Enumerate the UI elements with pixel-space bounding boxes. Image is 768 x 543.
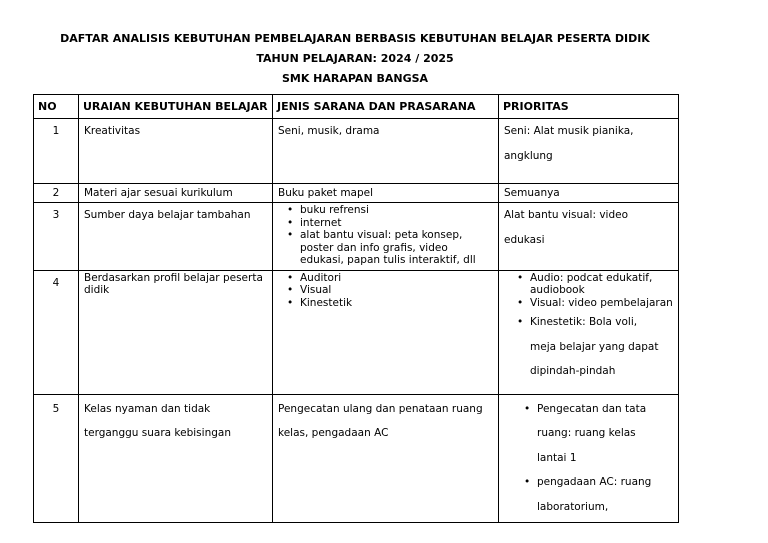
- priority-cell: [499, 270, 679, 394]
- col-header-priority: PRIORITAS: [499, 95, 679, 119]
- table-row: [34, 270, 679, 394]
- school-name: SMK HARAPAN BANGSA: [281, 72, 429, 85]
- priority-line: Seni: Alat musik pianika,: [504, 125, 634, 137]
- needs-analysis-table: [33, 94, 679, 523]
- priority-line: dipindah-pindah: [530, 365, 616, 377]
- facility-list: [278, 272, 493, 310]
- priority-line: meja belajar yang dapat: [530, 340, 659, 353]
- list-item: [530, 310, 673, 384]
- col-header-facility: JENIS SARANA DAN PRASARANA: [273, 95, 499, 119]
- table-row: [34, 203, 679, 271]
- list-item: [537, 470, 673, 519]
- facility-line: kelas, pengadaan AC: [278, 427, 389, 439]
- list-item: • internet: [300, 217, 493, 230]
- table-header-row: [34, 95, 679, 119]
- priority-line: laboratorium,: [537, 500, 609, 513]
- facility-cell: Seni, musik, drama: [273, 119, 499, 184]
- table-row: [34, 184, 679, 203]
- need-cell: Berdasarkan profil belajar peserta didik: [79, 270, 273, 394]
- col-header-no: NO: [34, 95, 79, 119]
- need-cell: Kreativitas: [79, 119, 273, 184]
- priority-cell: [499, 394, 679, 523]
- need-cell: Sumber daya belajar tambahan: [79, 203, 273, 271]
- need-cell: [79, 394, 273, 523]
- school-year: TAHUN PELAJARAN: 2024 / 2025: [256, 52, 454, 65]
- row-number: 5: [34, 394, 79, 523]
- priority-line: angklung: [504, 149, 553, 162]
- facility-cell: [273, 270, 499, 394]
- list-item: • alat bantu visual: peta konsep, poster dan info grafis, video edukasi, papan tulis interaktif, dll: [300, 229, 493, 267]
- facility-cell: Buku paket mapel: [273, 184, 499, 203]
- facility-cell: [273, 203, 499, 271]
- priority-cell: Semuanya: [499, 184, 679, 203]
- col-header-need: URAIAN KEBUTUHAN BELAJAR: [79, 95, 273, 119]
- priority-list: [504, 272, 673, 310]
- facility-line: Pengecatan ulang dan penataan ruang: [278, 402, 483, 415]
- list-item: • Kinestetik: [300, 297, 493, 310]
- list-item: • buku refrensi: [300, 204, 493, 217]
- priority-list: [504, 397, 673, 520]
- priority-line: Alat bantu visual: video: [504, 209, 629, 221]
- table-row: [34, 394, 679, 523]
- facility-list: [278, 204, 493, 267]
- priority-line: ruang: ruang kelas: [537, 427, 636, 439]
- priority-line: Kinestetik: Bola voli,: [530, 316, 638, 328]
- priority-cell: [499, 203, 679, 271]
- need-line: terganggu suara kebisingan: [84, 427, 231, 439]
- row-number: 1: [34, 119, 79, 184]
- priority-line: edukasi: [504, 233, 545, 246]
- facility-cell: [273, 394, 499, 523]
- need-line: Kelas nyaman dan tidak: [84, 402, 211, 415]
- priority-line: pengadaan AC: ruang: [537, 476, 652, 488]
- row-number: 4: [34, 270, 79, 394]
- priority-cell: [499, 119, 679, 184]
- priority-list: [504, 310, 673, 384]
- list-item: [537, 397, 673, 471]
- priority-line: Pengecatan dan tata: [537, 402, 647, 415]
- priority-line: lantai 1: [537, 451, 577, 464]
- list-item: • Audio: podcat edukatif, audiobook: [530, 272, 673, 297]
- need-cell: Materi ajar sesuai kurikulum: [79, 184, 273, 203]
- table-row: [34, 119, 679, 184]
- list-item: • Visual: [300, 284, 493, 297]
- row-number: 2: [34, 184, 79, 203]
- row-number: 3: [34, 203, 79, 271]
- list-item: • Auditori: [300, 272, 493, 285]
- list-item: • Visual: video pembelajaran: [530, 297, 673, 310]
- document-title: DAFTAR ANALISIS KEBUTUHAN PEMBELAJARAN BERBASIS KEBUTUHAN BELAJAR PESERTA DIDIK: [60, 32, 650, 45]
